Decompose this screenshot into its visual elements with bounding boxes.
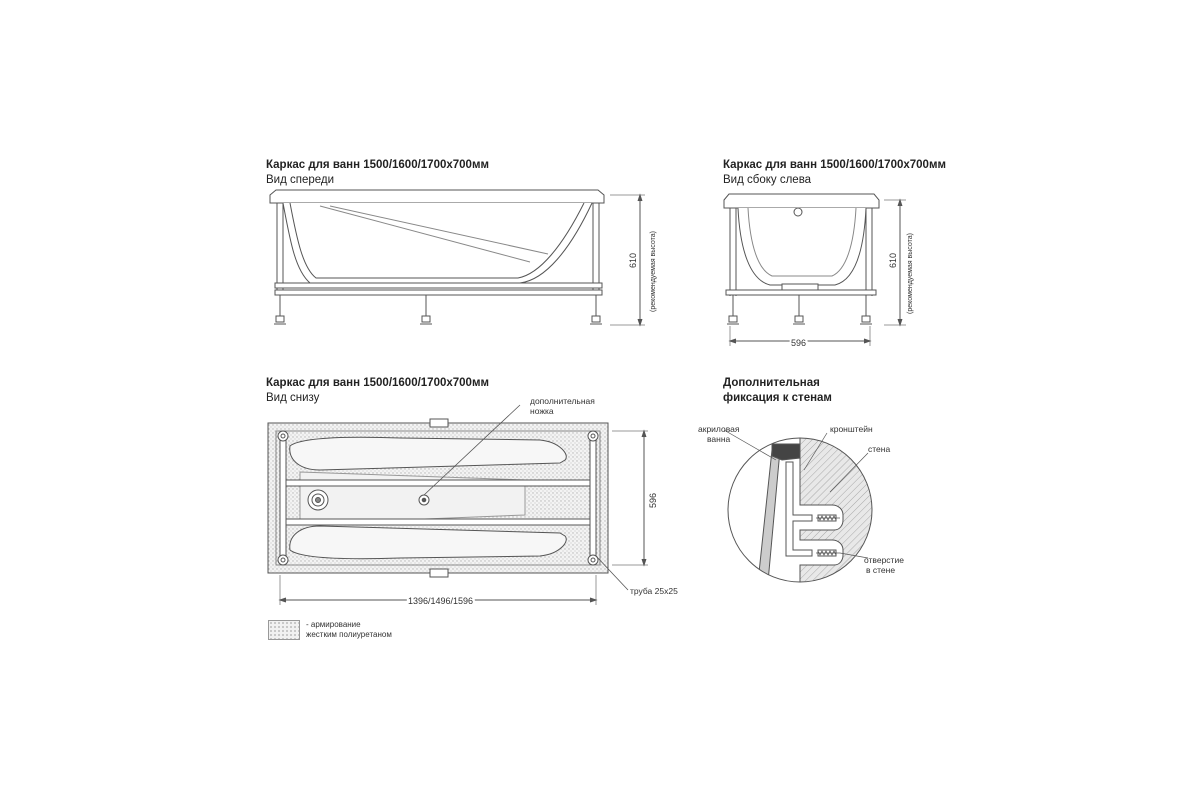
reinforcement-legend [268, 620, 392, 640]
acrylic-label-2: ванна [707, 434, 731, 444]
side-width-value: 596 [791, 338, 807, 348]
front-height-note: (рекомендуемая высота) [650, 231, 657, 312]
legend-text [306, 620, 392, 640]
wall-label: стена [868, 444, 891, 454]
front-tub-body [283, 203, 592, 283]
side-overflow [794, 208, 802, 216]
front-height-value: 610 [628, 252, 638, 268]
side-view-drawing [724, 194, 906, 346]
wall-fixing-drawing [724, 430, 872, 582]
bottom-rail-lower [280, 519, 594, 525]
bottom-extra-leg [419, 495, 429, 505]
front-view-drawing [270, 190, 645, 325]
hole-label-1: отверстие [864, 555, 904, 565]
side-rim [724, 194, 879, 208]
front-leg-left [274, 295, 286, 324]
front-leg-right [590, 295, 602, 324]
front-view-subtitle: Вид спереди [266, 174, 335, 186]
bottom-width-value: 596 [648, 492, 658, 508]
bottom-bottom-tab [430, 569, 448, 577]
side-height-value: 610 [888, 252, 898, 268]
side-leg-right [860, 295, 872, 324]
bottom-length-value: 1396/1496/1596 [408, 596, 474, 606]
front-view-title: Каркас для ванн 1500/1600/1700x700мм [266, 159, 489, 171]
front-rim [270, 190, 604, 203]
bottom-top-tab [430, 419, 448, 427]
side-leg-middle [793, 295, 805, 324]
bottom-extra-leg-label-2: ножка [530, 406, 554, 416]
bottom-rail-left [280, 436, 286, 564]
bottom-rail-right [590, 436, 596, 564]
side-view-subtitle: Вид сбоку слева [723, 174, 812, 186]
bottom-extra-leg-label-1: дополнительная [530, 396, 595, 406]
bottom-width-dimension [612, 431, 648, 565]
bottom-view-subtitle: Вид снизу [266, 392, 320, 404]
legend-line-2: жестким полиуретаном [306, 630, 392, 639]
side-tub-body [738, 208, 866, 285]
bottom-view-drawing [268, 405, 648, 605]
side-view-title: Каркас для ванн 1500/1600/1700x700мм [723, 159, 946, 171]
legend-line-1: - армирование [306, 620, 361, 629]
bottom-drain [308, 490, 328, 510]
acrylic-label-1: акриловая [698, 424, 740, 434]
reinforcement-swatch [268, 620, 300, 640]
bracket-label: кронштейн [830, 424, 873, 434]
front-leg-middle [420, 295, 432, 324]
side-height-note: (рекомендуемая высота) [907, 233, 914, 314]
pipe-label: труба 25х25 [630, 586, 678, 596]
wall-fixing-title-line-1: Дополнительная [723, 377, 820, 389]
wall-fixing-title-line-2: фиксация к стенам [723, 392, 832, 404]
side-leg-left [727, 295, 739, 324]
bottom-view-title: Каркас для ванн 1500/1600/1700x700мм [266, 377, 489, 389]
hole-label-2: в стене [866, 565, 896, 575]
